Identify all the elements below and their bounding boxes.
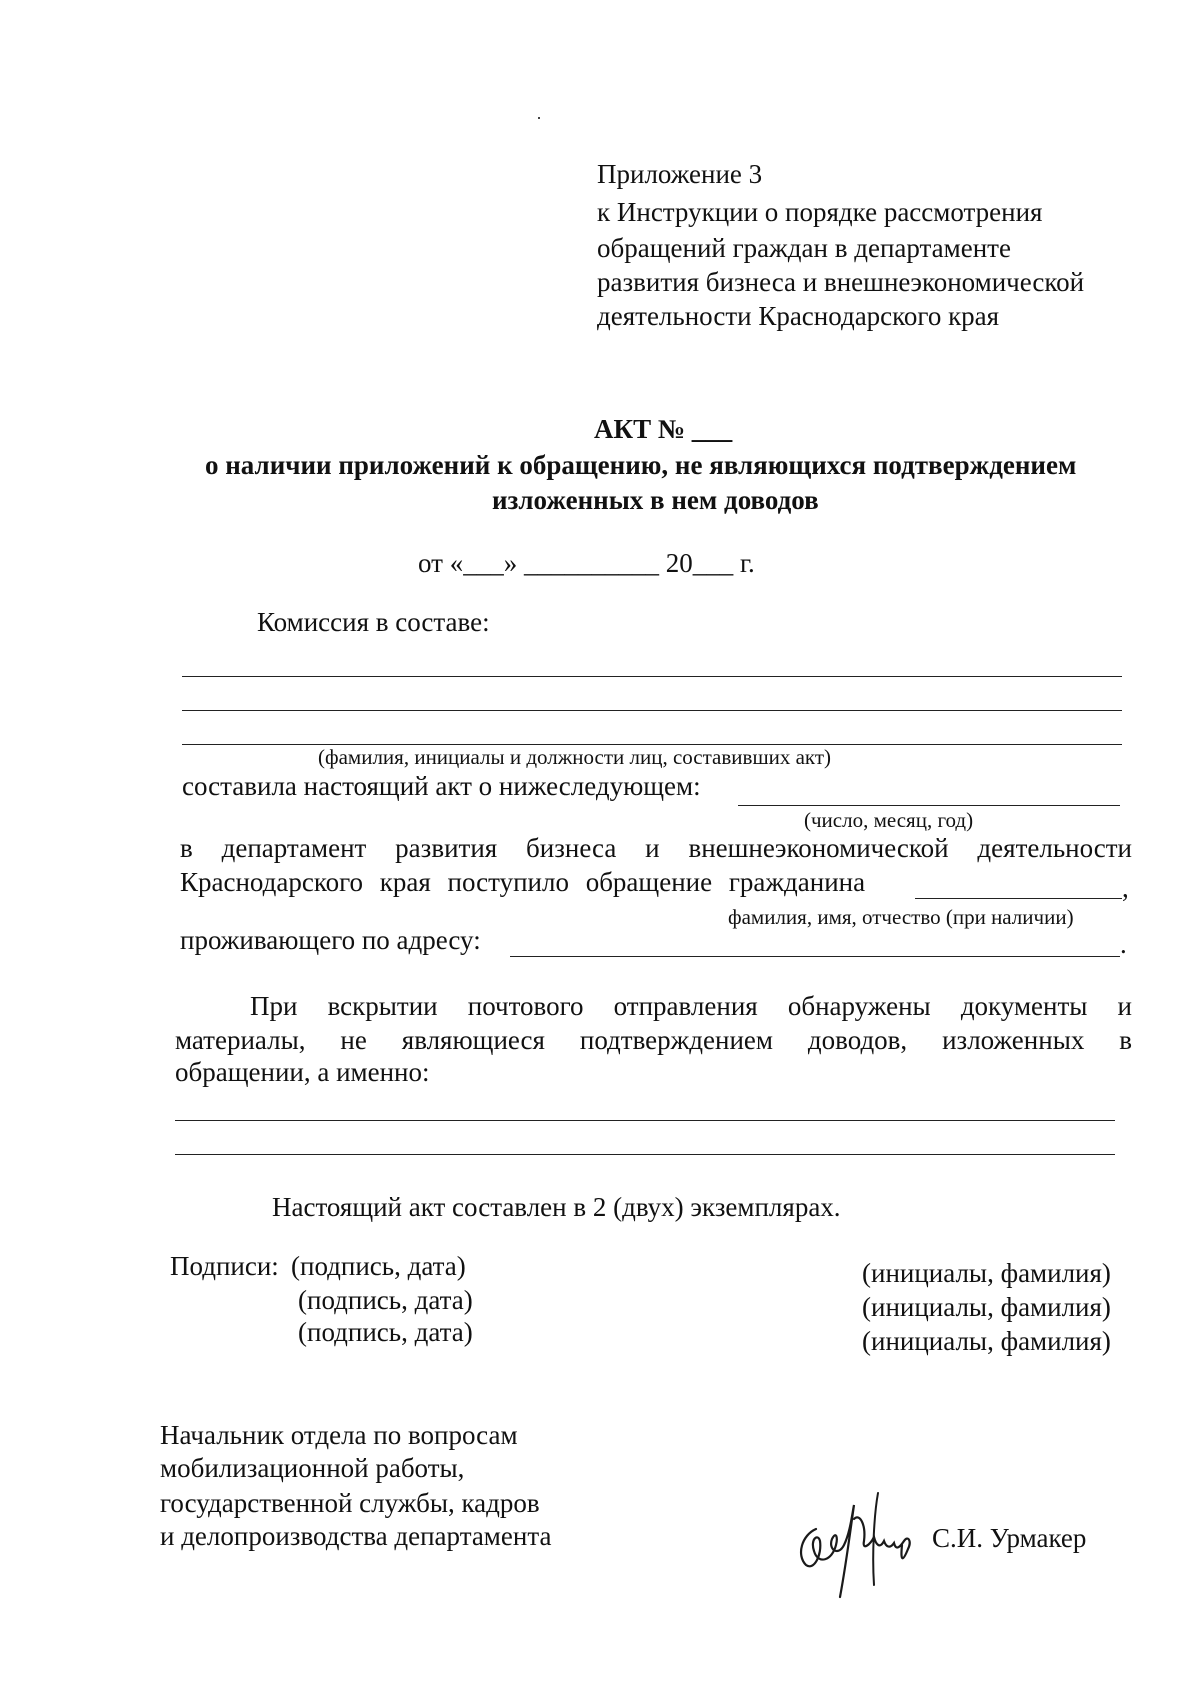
blank-line	[182, 710, 1122, 711]
initials-hint: (инициалы, фамилия)	[862, 1292, 1111, 1322]
handwritten-signature	[792, 1485, 932, 1605]
address-label: проживающего по адресу:	[180, 925, 481, 955]
opening-line2: материалы, не являющиеся подтверждением доводов, изложенных в	[175, 1025, 1132, 1055]
received-line1: в департамент развития бизнеса и внешнеэкономической деятельности	[180, 833, 1132, 863]
period: .	[1120, 929, 1127, 959]
footer-position-line: государственной службы, кадров	[160, 1488, 540, 1518]
date-line: от «___» __________ 20___ г.	[418, 548, 755, 578]
blank-line	[182, 676, 1122, 677]
comma: ,	[1122, 873, 1129, 903]
blank-line-address	[510, 956, 1120, 957]
signatory-name: С.И. Урмакер	[932, 1523, 1087, 1553]
initials-hint: (инициалы, фамилия)	[862, 1326, 1111, 1356]
compiled-text: составила настоящий акт о нижеследующем:	[182, 771, 701, 801]
received-line2: Краснодарского края поступило обращение гражданина	[180, 867, 866, 897]
copies-text: Настоящий акт составлен в 2 (двух) экземплярах.	[272, 1192, 841, 1222]
received-hint: фамилия, имя, отчество (при наличии)	[728, 905, 1074, 929]
appendix-line: обращений граждан в департаменте	[597, 233, 1011, 263]
initials-hint: (инициалы, фамилия)	[862, 1258, 1111, 1288]
appendix-line: развития бизнеса и внешнеэкономической	[597, 267, 1085, 297]
signature-date-hint: (подпись, дата)	[298, 1285, 473, 1315]
appendix-line: деятельности Краснодарского края	[597, 301, 1000, 331]
footer-position-line: мобилизационной работы,	[160, 1453, 465, 1483]
signature-date-hint: (подпись, дата)	[298, 1317, 473, 1347]
act-subtitle-line2: изложенных в нем доводов	[492, 485, 819, 515]
compiled-hint: (число, месяц, год)	[804, 808, 974, 832]
blank-line-citizen	[915, 898, 1122, 899]
scan-speck	[538, 117, 540, 119]
commission-hint: (фамилия, инициалы и должности лиц, составивших акт)	[318, 745, 832, 769]
signatures-label: Подписи:	[170, 1251, 279, 1281]
footer-position-line: Начальник отдела по вопросам	[160, 1420, 518, 1450]
act-subtitle-line1: о наличии приложений к обращению, не являющихся подтверждением	[205, 450, 1077, 480]
appendix-line: к Инструкции о порядке рассмотрения	[597, 197, 1043, 227]
opening-line1: При вскрытии почтового отправления обнаружены документы и	[250, 991, 1132, 1021]
signature-date-hint: (подпись, дата)	[291, 1251, 466, 1281]
blank-line	[175, 1120, 1115, 1121]
act-title: АКТ № ___	[594, 414, 733, 444]
blank-line-date	[738, 805, 1120, 806]
appendix-line: Приложение 3	[597, 159, 763, 189]
footer-position-line: и делопроизводства департамента	[160, 1521, 552, 1551]
blank-line	[175, 1154, 1115, 1155]
opening-line3: обращении, а именно:	[175, 1057, 430, 1087]
commission-label: Комиссия в составе:	[257, 607, 490, 637]
